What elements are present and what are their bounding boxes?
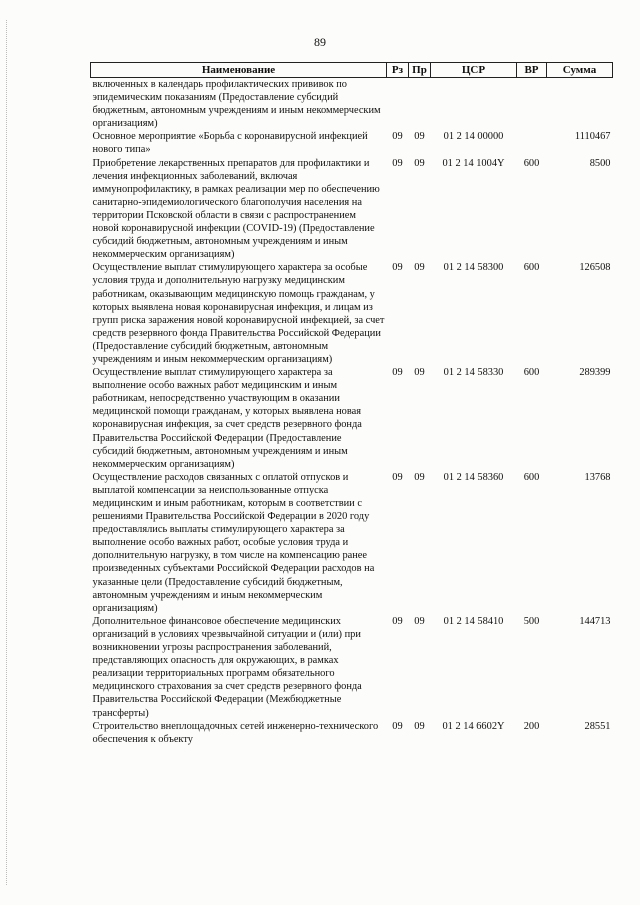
row-vr: 500 (523, 615, 540, 627)
table-row (91, 130, 613, 156)
header-name: Наименование (91, 63, 387, 78)
row-pr: 09 (414, 615, 425, 627)
row-name: Приобретение лекарственных препаратов для профилактики и лечения инфекционных заболеваний, включая иммунопрофилактику, в рамках реализации мер по обеспечению санитарно-эпидемиологического благополучия населения на территории Псковской области в связи с распространением новой коронавирусной инфекции (COVID-19) (Предоставление субсидий бюджетным, автономным учреждениям и иным некоммерческим организациям) (92, 157, 380, 261)
row-csr: 01 2 14 1004Y (442, 157, 505, 169)
row-name: Строительство внеплощадочных сетей инженерно-технического обеспечения к объекту (92, 720, 379, 745)
table-row (91, 615, 613, 720)
row-name: Дополнительное финансовое обеспечение медицинских организаций в условиях чрезвычайной ситуации и (или) при возникновении угрозы распространения заболеваний, представляющих опасность для окружающих, в рамках реализации территориальных программ обязательного медицинского страхования за счет средств резервного фонда Правительства Российской Федерации (Межбюджетные трансферты) (92, 615, 362, 719)
row-pr: 09 (414, 720, 425, 732)
row-sum: 8500 (589, 157, 611, 169)
header-csr: ЦСР (431, 63, 517, 78)
header-sum: Сумма (547, 63, 613, 78)
row-sum: 13768 (584, 471, 611, 483)
row-csr: 01 2 14 58410 (443, 615, 504, 627)
table-row (91, 78, 613, 131)
row-csr: 01 2 14 6602Y (442, 720, 505, 732)
row-rz (387, 78, 409, 131)
row-vr: 600 (523, 471, 540, 483)
row-sum: 126508 (579, 262, 611, 274)
row-csr (431, 78, 517, 131)
row-name: Осуществление расходов связанных с оплатой отпусков и выплатой компенсации за неиспользованные отпуска медицинским и иным работникам, которым в соответствии с решениями Правительства Российской Федерации в 2020 году предоставлялись выплаты стимулирующего характера за выполнение особо важных работ, особые условия труда и дополнительную нагрузку, в том числе на компенсацию ранее произведенных субъектами Российской Федерации расходов на указанные цели (Предоставление субсидий бюджетным, автономным учреждениям и иным некоммерческим организациям) (92, 471, 375, 614)
table-header-row (91, 63, 613, 78)
row-rz: 09 (392, 720, 403, 732)
table-row (91, 261, 613, 366)
row-vr: 200 (523, 720, 540, 732)
row-sum: 1110467 (574, 131, 611, 143)
row-pr: 09 (414, 131, 425, 143)
header-pr: Пр (409, 63, 431, 78)
row-rz: 09 (392, 131, 403, 143)
header-vr: ВР (517, 63, 547, 78)
row-vr: 600 (523, 157, 540, 169)
row-csr: 01 2 14 58330 (443, 367, 504, 379)
page-number: 89 (314, 35, 326, 49)
table-row (91, 366, 613, 471)
row-vr: 600 (523, 262, 540, 274)
row-rz: 09 (392, 262, 403, 274)
row-csr: 01 2 14 58300 (443, 262, 504, 274)
table-row (91, 720, 613, 746)
budget-table (90, 62, 613, 746)
row-sum: 28551 (584, 720, 611, 732)
row-pr: 09 (414, 367, 425, 379)
row-pr: 09 (414, 471, 425, 483)
scan-margin-line (6, 20, 8, 885)
row-rz: 09 (392, 615, 403, 627)
row-pr: 09 (414, 157, 425, 169)
row-sum (547, 78, 613, 131)
row-rz: 09 (392, 471, 403, 483)
row-sum: 289399 (579, 367, 611, 379)
row-vr: 600 (523, 367, 540, 379)
table-row (91, 471, 613, 615)
row-name: Осуществление выплат стимулирующего характера за особые условия труда и дополнительную нагрузку медицинским работникам, оказывающим медицинскую помощь гражданам, у которых выявлена новая коронавирусная инфекция, и лицам из групп риска заражения новой коронавирусной инфекцией, за счет средств резервного фонда Правительства Российской Федерации (Предоставление субсидий бюджетным, автономным учреждениям и иным некоммерческим организациям) (92, 262, 385, 365)
row-rz: 09 (392, 367, 403, 379)
row-pr (409, 78, 431, 131)
header-rz: Рз (387, 63, 409, 78)
row-vr (517, 78, 547, 131)
row-rz: 09 (392, 157, 403, 169)
row-pr: 09 (414, 262, 425, 274)
row-csr: 01 2 14 00000 (443, 131, 504, 143)
table-row (91, 157, 613, 262)
row-csr: 01 2 14 58360 (443, 471, 504, 483)
row-name: Основное мероприятие «Борьба с коронавирусной инфекцией нового типа» (92, 131, 368, 156)
row-name: Осуществление выплат стимулирующего характера за выполнение особо важных работ медицинским и иным работникам, непосредственно участвующим в оказании медицинской помощи гражданам, у которых выявлена новая коронавирусная инфекция, за счет средств резервного фонда Правительства Российской Федерации (Предоставление субсидий бюджетным, автономным учреждениям и иным некоммерческим организациям) (92, 367, 362, 470)
row-name: включенных в календарь профилактических прививок по эпидемическим показаниям (Предоставление субсидий бюджетным, автономным учреждениям и иным некоммерческим организациям) (92, 79, 381, 130)
row-sum: 144713 (579, 615, 611, 627)
row-vr (517, 130, 547, 156)
